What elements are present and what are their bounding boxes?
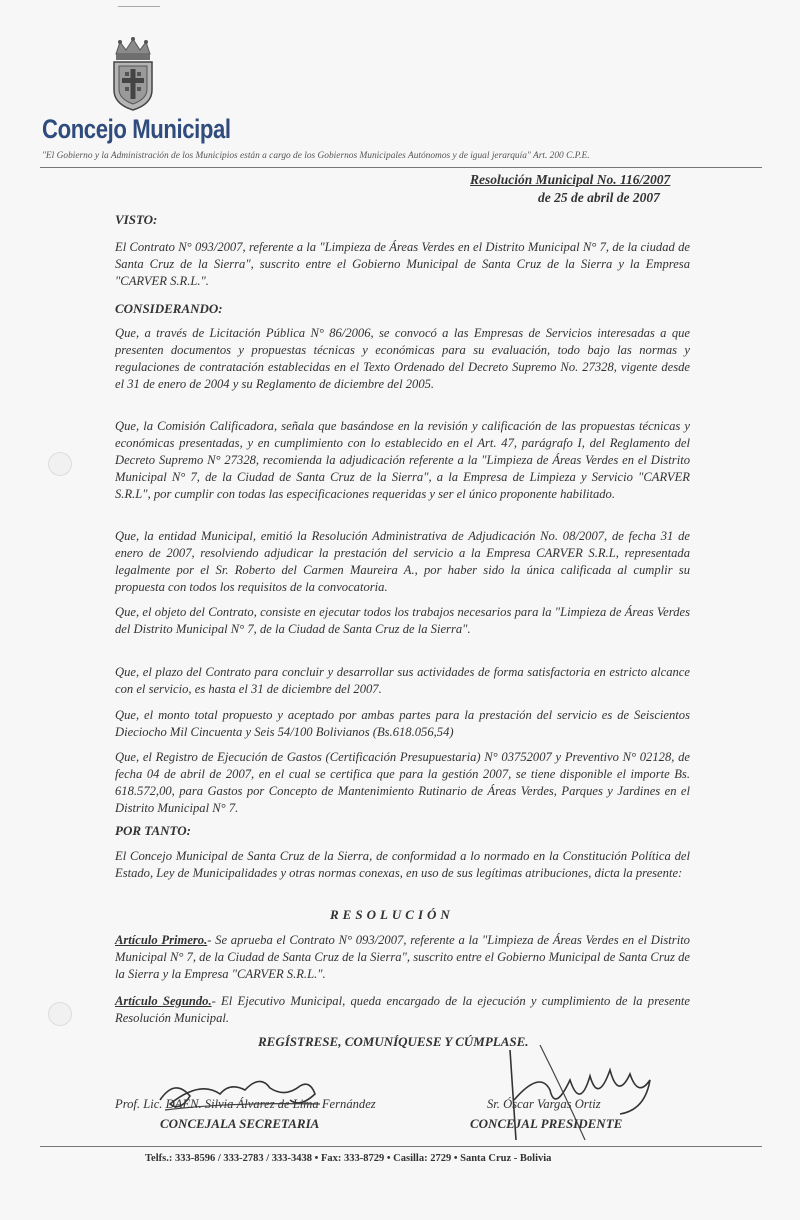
- considerando-paragraph-6: Que, el monto total propuesto y aceptado por ambas partes para la prestación del servicio es de Seiscientos Dieciocho Mil Cincuenta y Seis 54/100 Bolivianos (Bs.618.056,54): [115, 708, 690, 739]
- resolution-number: Resolución Municipal No. 116/2007: [470, 172, 671, 187]
- right-signatory-title: CONCEJAL PRESIDENTE: [470, 1116, 623, 1131]
- article-second-text: - El Ejecutivo Municipal, queda encargado de la ejecución y cumplimiento de la presente Resolución Municipal.: [115, 994, 690, 1025]
- footer-contact: Telfs.: 333-8596 / 333-2783 / 333-3438 • Fax: 333-8729 • Casilla: 2729 • Santa Cruz - Bolivia: [145, 1153, 552, 1164]
- considerando-paragraph-3: Que, la entidad Municipal, emitió la Resolución Administrativa de Adjudicación No. 08/2007, de fecha 31 de enero de 2007, resolviendo adjudicar la prestación del servicio a la Empresa CARVER S.R.L, representada legalmente por el Sr. Roberto del Carmen Maureira A., por haber sido la única calificada al cumplir su propuesta con todos los requisitos de la convocatoria.: [115, 529, 690, 594]
- considerando-heading: CONSIDERANDO:: [115, 301, 223, 316]
- article-second-label: Artículo Segundo.: [115, 994, 212, 1008]
- article-first: [115, 932, 690, 983]
- left-signatory-name: Prof. Lic. DAEN. Silvia Álvarez de Lima Fernández: [115, 1097, 376, 1111]
- article-first-label: Artículo Primero.: [115, 933, 208, 947]
- footer-divider: [40, 1146, 762, 1147]
- resolucion-heading: RESOLUCIÓN: [330, 907, 454, 922]
- visto-heading: VISTO:: [115, 212, 158, 227]
- punch-hole-upper: [48, 452, 72, 476]
- coat-of-arms-emblem: [108, 36, 158, 112]
- article-first-text: - Se aprueba el Contrato N° 093/2007, referente a la "Limpieza de Áreas Verdes en el Distrito Municipal N° 7, de la Ciudad de Santa Cruz de la Sierra", suscrito entre el Gobierno Municipal de Santa Cruz de la Sierra y la Empresa "CARVER S.R.L.".: [115, 933, 690, 981]
- considerando-paragraph-7: Que, el Registro de Ejecución de Gastos (Certificación Presupuestaria) N° 03752007 y Preventivo N° 02128, de fecha 04 de abril de 2007, en el cual se certifica que para la gestión 2007, se tiene disponible el importe Bs. 618.572,00, para Gastos por Concepto de Mantenimiento Rutinario de Áreas Verdes, Parques y Jardines en el Distrito Municipal N° 7.: [115, 750, 690, 815]
- visto-paragraph: El Contrato N° 093/2007, referente a la "Limpieza de Áreas Verdes en el Distrito Municipal N° 7, de la ciudad de Santa Cruz de la Sierra", suscrito entre el Gobierno Municipal de Santa Cruz de la Sierra y la Empresa "CARVER S.R.L.".: [115, 240, 690, 288]
- considerando-paragraph-4: Que, el objeto del Contrato, consiste en ejecutar todos los trabajos necesarios para la "Limpieza de Áreas Verdes del Distrito Municipal N° 7, de la Ciudad de Santa Cruz de la Sierra".: [115, 605, 690, 636]
- punch-hole-lower: [48, 1002, 72, 1026]
- institution-title: Concejo Municipal: [42, 114, 231, 144]
- right-signature-scribble: [470, 1040, 700, 1150]
- right-signatory-name: Sr. Óscar Vargas Ortiz: [487, 1097, 601, 1111]
- left-signatory-title: CONCEJALA SECRETARIA: [160, 1116, 320, 1131]
- closing-formula: REGÍSTRESE, COMUNÍQUESE Y CÚMPLASE.: [258, 1034, 529, 1049]
- scan-mark: [118, 6, 160, 7]
- considerando-paragraph-5: Que, el plazo del Contrato para concluir y desarrollar sus actividades de forma satisfactoria en estricto alcance con el servicio, es hasta el 31 de diciembre del 2007.: [115, 665, 690, 696]
- header-divider: [40, 167, 762, 168]
- article-second: [115, 993, 690, 1027]
- constitution-motto: "El Gobierno y la Administración de los Municipios están a cargo de los Gobiernos Municipales Autónomos y de igual jerarquía" Art. 200 C.P.E.: [42, 151, 590, 161]
- resolution-date: de 25 de abril de 2007: [538, 190, 660, 205]
- por-tanto-heading: POR TANTO:: [115, 823, 191, 838]
- considerando-paragraph-1: Que, a través de Licitación Pública N° 86/2006, se convocó a las Empresas de Servicios interesadas a que presenten documentos y propuestas técnicas y económicas para su evaluación, todo bajo las normas y regulaciones de contratación establecidas en el Texto Ordenado del Decreto Supremo No. 27328, vigente desde el 31 de enero de 2004 y su Reglamento de diciembre del 2005.: [115, 326, 690, 391]
- considerando-paragraph-2: Que, la Comisión Calificadora, señala que basándose en la revisión y calificación de las propuestas técnicas y económicas presentadas, y en cumplimiento con lo establecido en el Art. 47, parágrafo I, del Reglamento del Decreto Supremo N° 27328, recomienda la adjudicación referente a la "Limpieza de Áreas Verdes en el Distrito Municipal N° 7, de la Ciudad de Santa Cruz de la Sierra", a la Empresa de Limpieza y Servicio "CARVER S.R.L", por cumplir con todas las especificaciones requeridas y ser el único proponente habilitado.: [115, 419, 690, 501]
- por-tanto-paragraph: El Concejo Municipal de Santa Cruz de la Sierra, de conformidad a lo normado en la Constitución Política del Estado, Ley de Municipalidades y otras normas conexas, en uso de sus legítimas atribuciones, dicta la presente:: [115, 849, 690, 880]
